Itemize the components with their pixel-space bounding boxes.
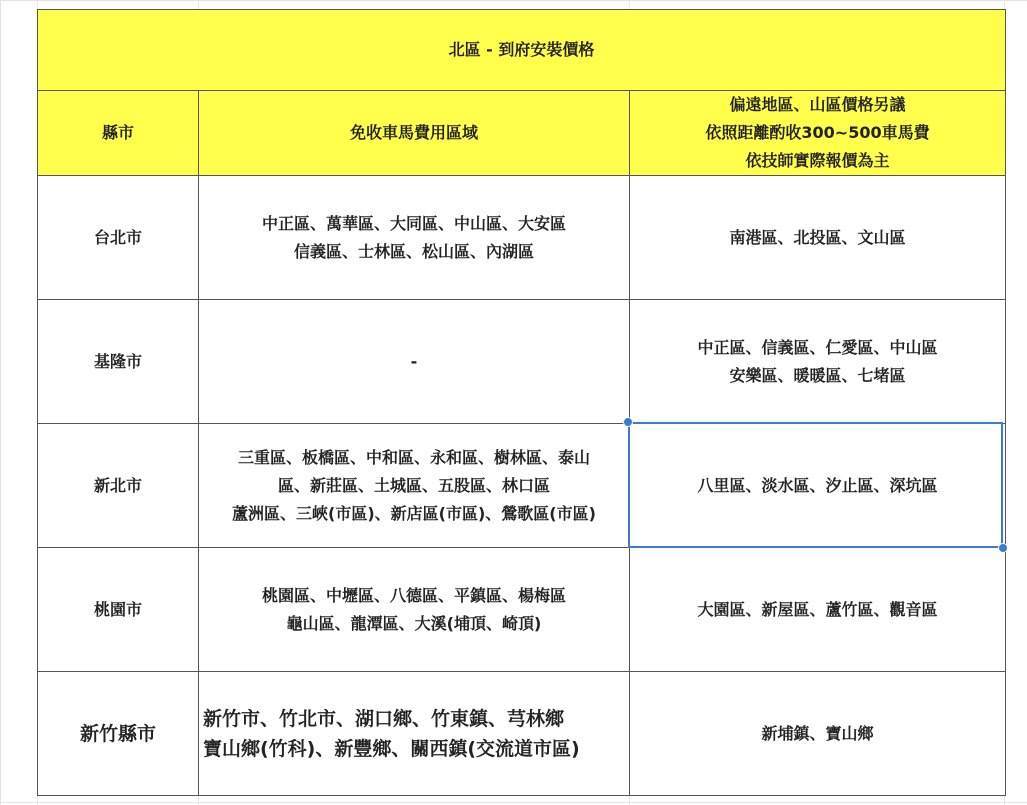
free-area-cell[interactable] xyxy=(199,548,630,672)
header-remote-line: 偏遠地區、山區價格另議 xyxy=(729,95,906,114)
remote-area-line: 安樂區、暖暖區、七堵區 xyxy=(729,365,906,385)
county-cell[interactable] xyxy=(38,176,199,300)
selection-start-handle[interactable] xyxy=(623,417,633,427)
table-row xyxy=(38,672,1006,796)
remote-area-cell-selected[interactable] xyxy=(630,424,1006,548)
title-row xyxy=(38,10,1006,91)
table-row xyxy=(38,548,1006,672)
free-area-line: 信義區、士林區、松山區、內湖區 xyxy=(293,241,534,261)
header-row xyxy=(38,91,1006,176)
free-area-line: 寶山鄉(竹科)、新豐鄉、關西鎮(交流道市區) xyxy=(203,737,580,760)
free-area-cell[interactable] xyxy=(199,300,630,424)
free-area-line: 區、新莊區、土城區、五股區、林口區 xyxy=(277,475,550,495)
table-title: 北區 - 到府安裝價格 xyxy=(448,40,595,59)
price-table xyxy=(37,9,1006,796)
county-cell[interactable] xyxy=(38,548,199,672)
gridline xyxy=(0,802,1027,803)
county-name: 台北市 xyxy=(93,227,142,247)
county-name: 桃園市 xyxy=(93,599,142,619)
remote-area-line: 八里區、淡水區、汐止區、深坑區 xyxy=(697,475,938,495)
remote-area-cell[interactable] xyxy=(630,300,1006,424)
free-area-line: 三重區、板橋區、中和區、永和區、樹林區、泰山 xyxy=(237,447,590,467)
remote-area-cell[interactable] xyxy=(630,672,1006,796)
header-county: 縣市 xyxy=(101,123,134,142)
remote-area-line: 中正區、信義區、仁愛區、中山區 xyxy=(697,337,938,357)
free-area-line: 桃園區、中壢區、八德區、平鎮區、楊梅區 xyxy=(261,585,566,605)
free-area-line: 新竹市、竹北市、湖口鄉、竹東鎮、芎林鄉 xyxy=(203,707,565,730)
free-area-line: 中正區、萬華區、大同區、中山區、大安區 xyxy=(261,213,566,233)
header-free-area-cell[interactable] xyxy=(199,91,630,176)
county-name: 新北市 xyxy=(93,475,142,495)
header-remote-cell[interactable] xyxy=(630,91,1006,176)
county-cell[interactable] xyxy=(38,672,199,796)
selection-end-handle[interactable] xyxy=(998,543,1008,553)
free-area-cell[interactable] xyxy=(199,176,630,300)
free-area-cell[interactable] xyxy=(199,672,630,796)
free-area-line: 龜山區、龍潭區、大溪(埔頂、崎頂) xyxy=(286,613,542,633)
remote-area-line: 南港區、北投區、文山區 xyxy=(729,227,906,247)
free-area-cell[interactable] xyxy=(199,424,630,548)
county-name: 基隆市 xyxy=(93,351,142,371)
remote-area-cell[interactable] xyxy=(630,548,1006,672)
table-row xyxy=(38,424,1006,548)
header-remote-line: 依技師實際報價為主 xyxy=(745,151,890,170)
free-area-line: 蘆洲區、三峽(市區)、新店區(市區)、鶯歌區(市區) xyxy=(232,503,596,523)
county-cell[interactable] xyxy=(38,300,199,424)
header-free-area: 免收車馬費用區域 xyxy=(349,123,478,142)
table-row xyxy=(38,300,1006,424)
header-remote-line: 依照距離酌收300~500車馬費 xyxy=(705,123,930,142)
county-cell[interactable] xyxy=(38,424,199,548)
remote-area-line: 新埔鎮、寶山鄉 xyxy=(761,723,874,743)
free-area-line: - xyxy=(410,351,418,371)
remote-area-cell[interactable] xyxy=(630,176,1006,300)
county-name: 新竹縣市 xyxy=(79,722,156,745)
remote-area-line: 大園區、新屋區、蘆竹區、觀音區 xyxy=(697,599,938,619)
table-title-cell[interactable] xyxy=(38,10,1006,91)
table-row xyxy=(38,176,1006,300)
header-county-cell[interactable] xyxy=(38,91,199,176)
